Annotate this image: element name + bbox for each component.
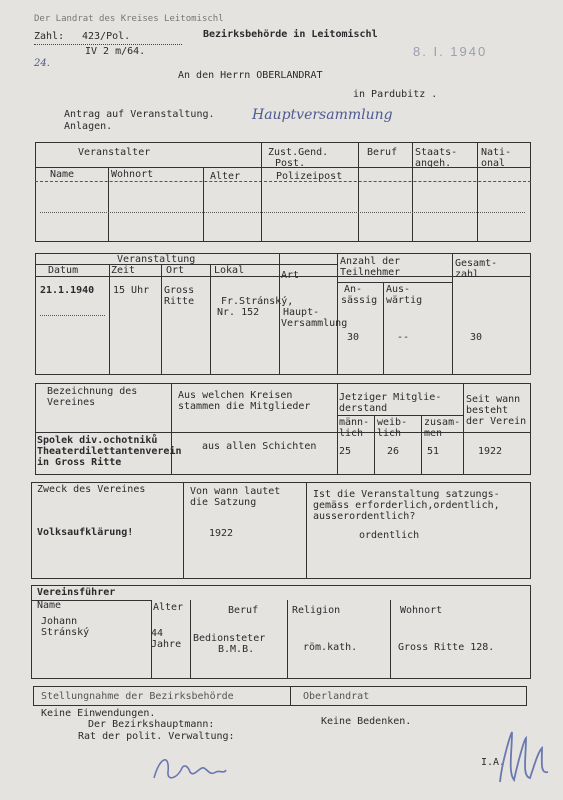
count-external: -- [397,332,410,343]
recipient: An den Herrn OBERLANDRAT [178,70,323,81]
event-date: 21.1.1940 [40,285,95,296]
col-auswartig-2: wärtig [386,295,423,306]
col-leader-alter: Alter [153,602,184,613]
col-ansassig-1: An- [344,284,363,295]
ia-label: I.A. [481,757,506,768]
purpose-value: Volksaufklärung! [37,527,134,538]
keine-einwendungen: Keine Einwendungen. [41,708,156,719]
count-resident: 30 [347,332,360,343]
file-reference: IV 2 m/64. [85,46,146,57]
col-vereinsfuehrer: Vereinsführer [37,587,116,598]
anlagen-label: Anlagen. [64,121,113,132]
bezirkshauptmann: Der Bezirkshauptmann: [88,719,215,730]
col-beruf: Beruf [367,147,398,158]
col-weiblich-2: lich [377,428,402,439]
stellungnahme-label: Stellungnahme der Bezirksbehörde [41,691,234,702]
recipient-place: in Pardubitz . [353,89,438,100]
zahl-label: Zahl: [34,31,65,42]
members-male: 25 [339,446,352,457]
keine-bedenken: Keine Bedenken. [321,716,412,727]
col-datum: Datum [48,265,79,276]
col-seit-3: der Verein [466,416,527,427]
event-time: 15 Uhr [113,285,150,296]
col-art: Art [281,270,300,281]
col-jetziger-1: Jetziger Mitglie- [339,392,442,403]
col-leader-wohnort: Wohnort [400,605,443,616]
leader-age-2: Jahre [151,639,182,650]
col-staats: Staats- [415,147,458,158]
col-zeit: Zeit [111,265,136,276]
oberlandrat-label: Oberlandrat [303,691,370,702]
leader-occupation-1: Bedionsteter [193,633,266,644]
count-total: 30 [470,332,483,343]
leader-name-2: Stránský [41,627,90,638]
assoc-since: 1922 [478,446,503,457]
col-leader-religion: Religion [292,605,341,616]
event-regularity: ordentlich [359,530,420,541]
col-ort: Ort [166,265,185,276]
col-seit-2: besteht [466,405,509,416]
col-veranstaltung: Veranstaltung [117,254,196,265]
col-leader-beruf: Beruf [228,605,259,616]
col-gesamt-2: zahl [455,269,480,280]
date-stamp: 8. I. 1940 [413,44,488,59]
leader-occupation-2: B.M.B. [218,644,255,655]
members-total: 51 [427,446,440,457]
col-mannlich-1: männ- [339,417,370,428]
signature-right [494,722,552,794]
handwritten-number: 24. [34,58,50,69]
rat-verwaltung: Rat der polit. Verwaltung: [78,731,235,742]
col-question-1: Ist die Veranstaltung satzungs- [313,489,500,500]
statute-year: 1922 [209,528,234,539]
col-angeh: angeh. [415,158,452,169]
leader-name-1: Johann [41,616,78,627]
col-mannlich-2: lich [339,428,364,439]
col-kreise-2: stammen die Mitglieder [178,401,311,412]
col-zusammen-1: zusam- [424,417,461,428]
col-post: Post. [275,158,306,169]
event-type-2: Versammlung [281,318,348,329]
event-venue-1: Fr.Stránský, [221,296,294,307]
col-jetziger-2: derstand [339,403,388,414]
agency-header: Der Landrat des Kreises Leitomischl [34,14,224,24]
antrag-label: Antrag auf Veranstaltung. [64,109,215,120]
col-wohnort: Wohnort [111,169,154,180]
col-zust-gend: Zust.Gend. [268,147,329,158]
signature-left [148,748,230,788]
col-von-wann-1: Von wann lautet [190,486,281,497]
event-venue-2: Nr. 152 [217,307,260,318]
col-name: Name [50,169,75,180]
event-type-1: Haupt- [283,307,320,318]
event-place-1: Gross [164,285,195,296]
col-von-wann-2: die Satzung [190,497,257,508]
col-seit-1: Seit wann [466,394,521,405]
col-kreise-1: Aus welchen Kreisen [178,390,293,401]
col-lokal: Lokal [214,265,245,276]
col-zusammen-2: men [424,428,443,439]
col-bezeichnung-1: Bezeichnung des [47,386,138,397]
col-alter: Alter [210,171,241,182]
col-bezeichnung-2: Vereines [47,397,96,408]
leader-religion: röm.kath. [303,642,358,653]
assoc-name-1: Spolek div.ochotniků [37,435,158,446]
antrag-handwritten: Hauptversammlung [252,107,393,123]
leader-age-1: 44 [151,628,164,639]
event-place-2: Ritte [164,296,195,307]
members-female: 26 [387,446,400,457]
col-weiblich-1: weib- [377,417,408,428]
col-question-3: ausserordentlich? [313,511,416,522]
col-anzahl: Anzahl der [340,256,401,267]
col-auswartig-1: Aus- [386,284,411,295]
col-veranstalter: Veranstalter [78,147,151,158]
assoc-name-3: in Gross Ritte [37,457,122,468]
zahl-underline [34,44,182,45]
col-question-2: gemäss erforderlich,ordentlich, [313,500,500,511]
authority-title: Bezirksbehörde in Leitomischl [203,29,378,40]
col-ansassig-2: sässig [341,295,378,306]
col-polizeipost: Polizeipost [276,171,343,182]
col-leader-name: Name [37,600,62,611]
assoc-name-2: Theaterdilettantenverein [37,446,182,457]
col-national: Nati- [481,147,512,158]
zahl-value: 423/Pol. [82,31,131,42]
col-onal: onal [481,158,506,169]
col-teilnehmer: Teilnehmer [340,267,401,278]
assoc-circles: aus allen Schichten [202,441,317,452]
col-gesamt-1: Gesamt- [455,258,498,269]
col-zweck: Zweck des Vereines [37,484,146,495]
leader-residence: Gross Ritte 128. [398,642,495,653]
